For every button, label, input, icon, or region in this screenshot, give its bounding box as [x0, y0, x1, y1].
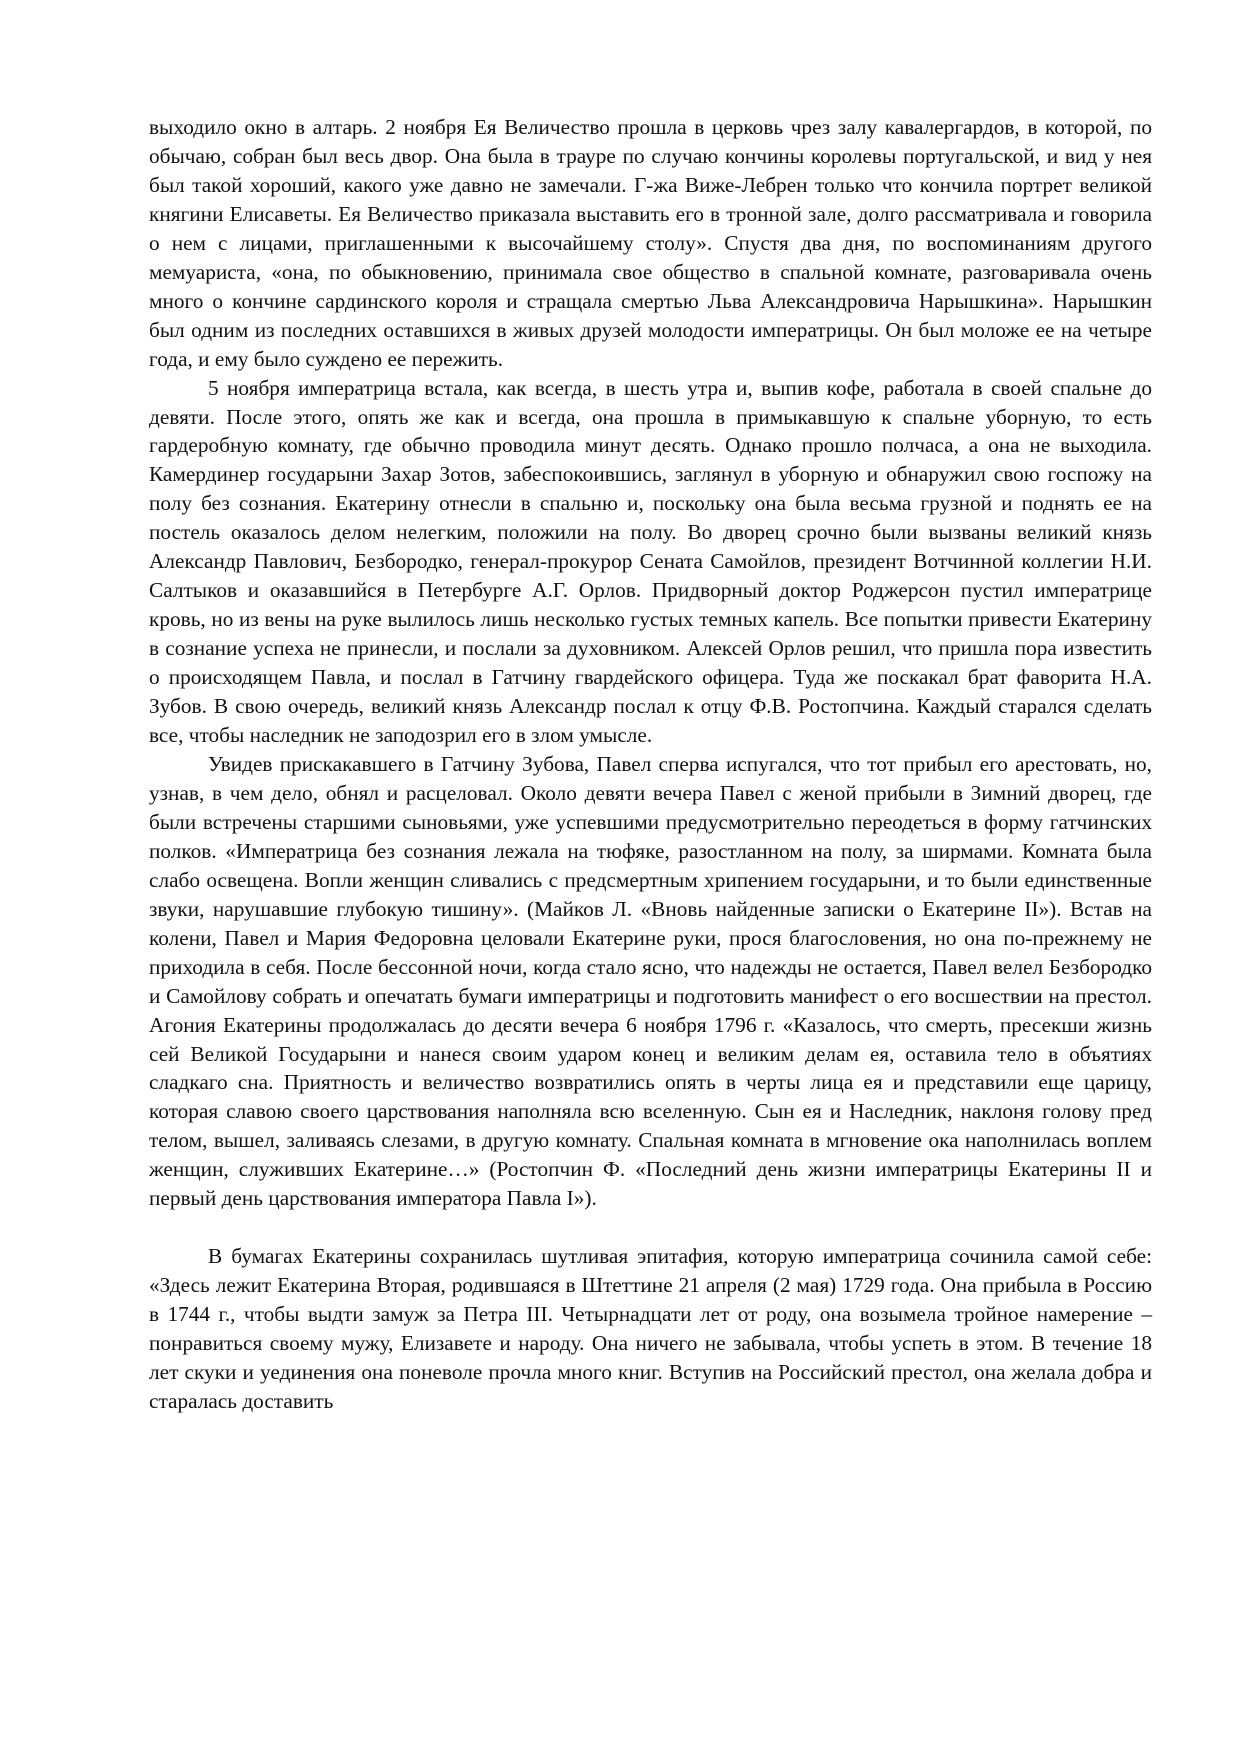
paragraph-4: В бумагах Екатерины сохранилась шутливая эпитафия, которую императрица сочинила самой себе: «Здесь лежит Екатерина Вторая, родившаяся в Штеттине 21 апреля (2 мая) 1729 года. Она прибыла в Россию в 1744 г., чтобы выдти замуж за Петра III. Четырнадцати лет от роду, она возымела тройное намерение – понравиться своему мужу, Елизавете и народу. Она ничего не забывала, чтобы успеть в этом. В течение 18 лет скуки и уединения она поневоле прочла много книг. Вступив на Российский престол, она желала добра и старалась доставить — [149, 1244, 1152, 1413]
paragraph-3: Увидев прискакавшего в Гатчину Зубова, Павел сперва испугался, что тот прибыл его арестовать, но, узнав, в чем дело, обнял и расцеловал. Около девяти вечера Павел с женой прибыли в Зимний дворец, где были встречены старшими сыновьями, уже успевшими предусмотрительно переодеться в форму гатчинских полков. «Императрица без сознания лежала на тюфяке, разостланном на полу, за ширмами. Комната была слабо освещена. Вопли женщин сливались с предсмертным хрипением государыни, и то были единственные звуки, нарушавшие глубокую тишину». (Майков Л. «Вновь найденные записки о Екатерине II»). Встав на колени, Павел и Мария Федоровна целовали Екатерине руки, прося благословения, но она по-прежнему не приходила в себя. После бессонной ночи, когда стало ясно, что надежды не остается, Павел велел Безбородко и Самойлову собрать и опечатать бумаги императрицы и подготовить манифест о его восшествии на престол. Агония Екатерины продолжалась до десяти вечера 6 ноября 1796 г. «Казалось, что смерть, пресекши жизнь сей Великой Государыни и нанеся своим ударом конец и великим делам ея, оставила тело в объятиях сладкаго сна. Приятность и величество возвратились опять в черты лица ея и представили еще царицу, которая славою своего царствования наполняла всю вселенную. Сын ея и Наследник, наклоня голову пред телом, вышел, заливаясь слезами, в другую комнату. Спальная комната в мгновение ока наполнилась воплем женщин, служивших Екатерине…» (Ростопчин Ф. «Последний день жизни императрицы Екатерины II и первый день царствования императора Павла I»). — [149, 751, 1152, 1211]
document-page — [149, 113, 1152, 1416]
paragraph-1: выходило окно в алтарь. 2 ноября Ея Величество прошла в церковь чрез залу кавалергардов, в которой, по обычаю, собран был весь двор. Она была в трауре по случаю кончины королевы португальской, и вид у нея был такой хороший, какого уже давно не замечали. Г-жа Виже-Лебрен только что кончила портрет великой княгини Елисаветы. Ея Величество приказала выставить его в тронной зале, долго рассматривала и говорила о нем с лицами, приглашенными к высочайшему столу». Спустя два дня, по воспоминаниям другого мемуариста, «она, по обыкновению, принимала свое общество в спальной комнате, разговаривала очень много о кончине сардинского короля и стращала смертью Льва Александровича Нарышкина». Нарышкин был одним из последних оставшихся в живых друзей молодости императрицы. Он был моложе ее на четыре года, и ему было суждено ее пережить. — [149, 115, 1152, 371]
paragraph-2: 5 ноября императрица встала, как всегда, в шесть утра и, выпив кофе, работала в своей спальне до девяти. После этого, опять же как и всегда, она прошла в примыкавшую к спальне уборную, то есть гардеробную комнату, где обычно проводила минут десять. Однако прошло полчаса, а она не выходила. Камердинер государыни Захар Зотов, забеспокоившись, заглянул в уборную и обнаружил свою госпожу на полу без сознания. Екатерину отнесли в спальню и, поскольку она была весьма грузной и поднять ее на постель оказалось делом нелегким, положили на полу. Во дворец срочно были вызваны великий князь Александр Павлович, Безбородко, генерал-прокурор Сената Самойлов, президент Вотчинной коллегии Н.И. Салтыков и оказавшийся в Петербурге А.Г. Орлов. Придворный доктор Роджерсон пустил императрице кровь, но из вены на руке вылилось лишь несколько густых темных капель. Все попытки привести Екатерину в сознание успеха не принесли, и послали за духовником. Алексей Орлов решил, что пришла пора известить о происходящем Павла, и послал в Гатчину гвардейского офицера. Туда же поскакал брат фаворита Н.А. Зубов. В свою очередь, великий князь Александр послал к отцу Ф.В. Ростопчина. Каждый старался сделать все, чтобы наследник не заподозрил его в злом умысле. — [149, 375, 1152, 748]
